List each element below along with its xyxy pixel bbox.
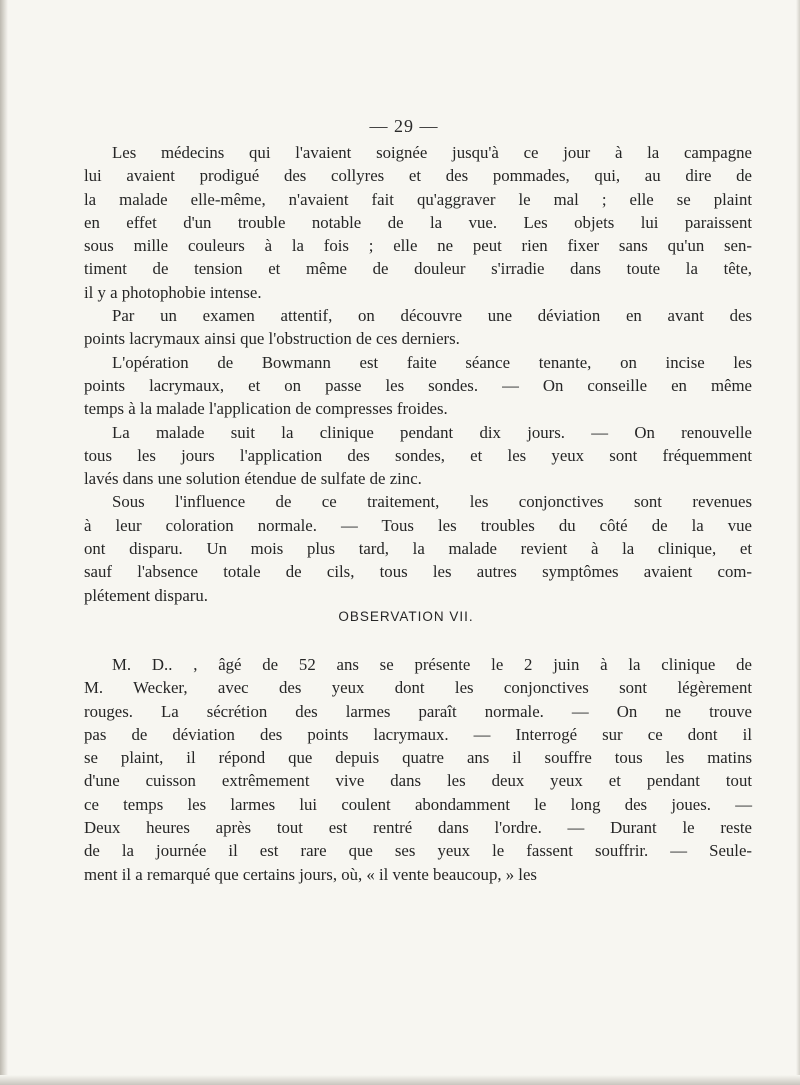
text-line: se plaint, il répond que depuis quatre ans il souffre tous les matins <box>84 748 752 768</box>
text-line: points lacrymaux ainsi que l'obstruction de ces derniers. <box>84 329 460 349</box>
text-line: M. D.. , âgé de 52 ans se présente le 2 juin à la clinique de <box>112 655 752 674</box>
page-bottom-edge <box>0 1075 800 1085</box>
text-line: à leur coloration normale. — Tous les troubles du côté de la vue <box>84 515 752 535</box>
text-line: timent de tension et même de douleur s'irradie dans toute la tête, <box>84 259 752 279</box>
text-line: sous mille couleurs à la fois ; elle ne peut rien fixer sans qu'un sen- <box>84 236 752 256</box>
text-line: rouges. La sécrétion des larmes paraît normale. — On ne trouve <box>84 701 752 721</box>
page-right-edge <box>796 0 800 1085</box>
text-line: tous les jours l'application des sondes, et les yeux sont fréquemment <box>84 445 752 465</box>
text-line: L'opération de Bowmann est faite séance tenante, on incise les <box>112 352 752 372</box>
text-line: sauf l'absence totale de cils, tous les autres symptômes avaient com- <box>84 562 752 582</box>
text-line: Les médecins qui l'avaient soignée jusqu'à ce jour à la campagne <box>112 143 752 162</box>
text-line: points lacrymaux, et on passe les sondes. — On conseille en même <box>84 375 752 395</box>
text-line: temps à la malade l'application de compresses froides. <box>84 399 448 419</box>
observation-vii-text <box>84 653 752 886</box>
text-line: en effet d'un trouble notable de la vue. Les objets lui paraissent <box>84 212 752 232</box>
text-line: lui avaient prodigué des collyres et des pommades, qui, au dire de <box>84 166 752 186</box>
text-line: ce temps les larmes lui coulent abondamment le long des joues. — <box>84 794 752 814</box>
text-line: la malade elle-même, n'avaient fait qu'aggraver le mal ; elle se plaint <box>84 189 752 209</box>
text-line: pas de déviation des points lacrymaux. — Interrogé sur ce dont il <box>84 724 752 744</box>
text-line: Sous l'influence de ce traitement, les conjonctives sont revenues <box>112 492 752 512</box>
text-line: d'une cuisson extrêmement vive dans les deux yeux et pendant tout <box>84 771 752 791</box>
section-heading <box>0 609 800 624</box>
section-heading-text: OBSERVATION VII. <box>338 609 474 624</box>
page-number: — 29 — <box>369 116 439 136</box>
text-line: Deux heures après tout est rentré dans l'ordre. — Durant le reste <box>84 818 752 838</box>
text-line: M. Wecker, avec des yeux dont les conjonctives sont légèrement <box>84 678 752 698</box>
text-line: La malade suit la clinique pendant dix jours. — On renouvelle <box>112 422 752 442</box>
text-line: plétement disparu. <box>84 585 208 605</box>
text-line: ment il a remarqué que certains jours, où, « il vente beaucoup, » les <box>84 864 537 884</box>
text-line: ont disparu. Un mois plus tard, la malade revient à la clinique, et <box>84 539 752 559</box>
text-line: de la journée il est rare que ses yeux le fassent souffrir. — Seule- <box>84 841 752 861</box>
text-line: Par un examen attentif, on découvre une déviation en avant des <box>112 306 752 326</box>
page-left-edge-shadow <box>0 0 8 1085</box>
text-line: il y a photophobie intense. <box>84 282 262 302</box>
text-line: lavés dans une solution étendue de sulfate de zinc. <box>84 469 422 489</box>
observation-vi-continuation-text <box>84 141 752 607</box>
